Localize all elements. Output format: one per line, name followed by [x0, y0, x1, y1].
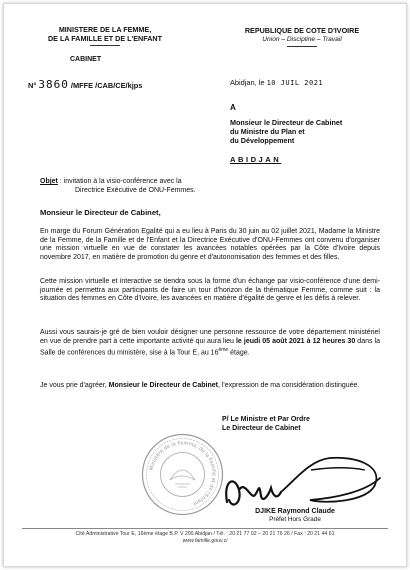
- date-stamp: 10 JUIL 2021: [266, 79, 324, 87]
- paragraph-1: En marge du Forum Génération Egalité qui a eu lieu à Paris du 30 juin au 02 juillet 2021, Madame la Ministre de la Femme, de la Famille et de l'Enfant et la Directrice Exécutive d'ONU-Femmes ont convenu d'organiser une mission virtuelle en vue de constater les avancées notables opérées par la Côte d'Ivoire depuis novembre 2017, en matière de promotion du genre et d'autonomisation des femmes et des filles.: [40, 228, 380, 261]
- letter-footer: [22, 531, 388, 545]
- footer-divider: [22, 528, 388, 529]
- paragraph-4-addressee: Monsieur le Directeur de Cabinet: [108, 382, 218, 389]
- letter-date: [230, 78, 323, 87]
- signatory-title: Préfet Hors Grade: [269, 516, 321, 523]
- recipient-line1: Monsieur le Directeur de Cabinet: [230, 118, 343, 127]
- recipient-city: ABIDJAN: [230, 155, 282, 164]
- signatory-line1: P/ Le Ministre et Par Ordre: [222, 416, 310, 423]
- signatory-line2: Le Directeur de Cabinet: [222, 424, 301, 432]
- national-motto: Union – Discipline – Travail: [262, 36, 342, 43]
- ministry-name-line2: DE LA FAMILLE ET DE L'ENFANT: [47, 34, 163, 43]
- footer-address: Cité Administrative Tour E, 16ème étage B.P. V 200 Abidjan / Tél. : 20 21 77 02 – 20 21 76 26 / Fax : 20 21 44 61: [75, 531, 335, 537]
- header-divider: [90, 45, 120, 46]
- date-city: Abidjan, le: [230, 78, 265, 87]
- subject-block: [40, 178, 240, 195]
- paragraph-3: [40, 329, 380, 358]
- official-seal-icon: [140, 432, 225, 517]
- reference-handwritten-number: 3860: [38, 78, 69, 91]
- recipient-address: [230, 118, 390, 145]
- ministry-header: [25, 25, 185, 46]
- recipient-line2: du Ministre du Plan et: [230, 127, 305, 136]
- header-divider: [287, 46, 317, 47]
- footer-website: www.famille.gouv.ci: [182, 538, 228, 544]
- reference-suffix: /MFFE /CAB/CE/kjps: [70, 81, 143, 90]
- seal-text: Ministère de la Femme, de la Famille et de l'Enfant: [148, 440, 217, 507]
- signatory-block: [222, 416, 310, 433]
- ministry-name-line1: MINISTERE DE LA FEMME,: [58, 25, 152, 34]
- paragraph-4-text-c: , l'expression de ma considération distinguée.: [217, 382, 360, 389]
- paragraph-3-text-a: Aussi vous saurais-je gré de bien vouloir désigner une personne ressource de votre département ministériel en vue de prendre part à cette importante activité qui aura lieu: [40, 329, 380, 345]
- reference-prefix: N°: [28, 81, 37, 90]
- department-name: CABINET: [70, 56, 102, 63]
- ordinal-superscript: ème: [218, 347, 229, 354]
- meeting-date: le jeudi 05 août 2021 à 12 heures 30: [235, 337, 356, 345]
- recipient-a: A: [230, 103, 236, 112]
- country-header: [222, 26, 382, 47]
- reference-number: [28, 78, 142, 91]
- country-name: REPUBLIQUE DE COTE D'IVOIRE: [244, 26, 360, 35]
- salutation: Monsieur le Directeur de Cabinet,: [40, 208, 161, 217]
- paragraph-4-text-a: Je vous prie d'agréer,: [40, 382, 109, 389]
- handwritten-signature-icon: [215, 440, 390, 515]
- paragraph-4: [40, 382, 380, 391]
- subject-label: Objet: [40, 178, 58, 185]
- subject-line2: Directrice Exécutive de ONU-Femmes.: [75, 186, 196, 194]
- paragraph-3-text-d: étage.: [228, 349, 250, 357]
- recipient-line3: du Développement: [230, 136, 295, 145]
- signatory-name: DJIKE Raymond Claude: [255, 508, 335, 515]
- paragraph-2: Cette mission virtuelle et interactive se tiendra sous la forme d'un échange par visio-conférence d'une demi-journée et permettra aux participants de faire un tour d'horizon de la thématique Femme, comme suit : la situation des femmes en Côte d'Ivoire, les avancées en matière d'égalité de genre et les défis à relever.: [40, 278, 380, 303]
- paragraph-3-text-c: dans la Salle de conférences du ministère, sise à la Tour E, au 16: [40, 337, 380, 357]
- subject-line1: : invitation à la visio-conférence avec la: [59, 178, 182, 185]
